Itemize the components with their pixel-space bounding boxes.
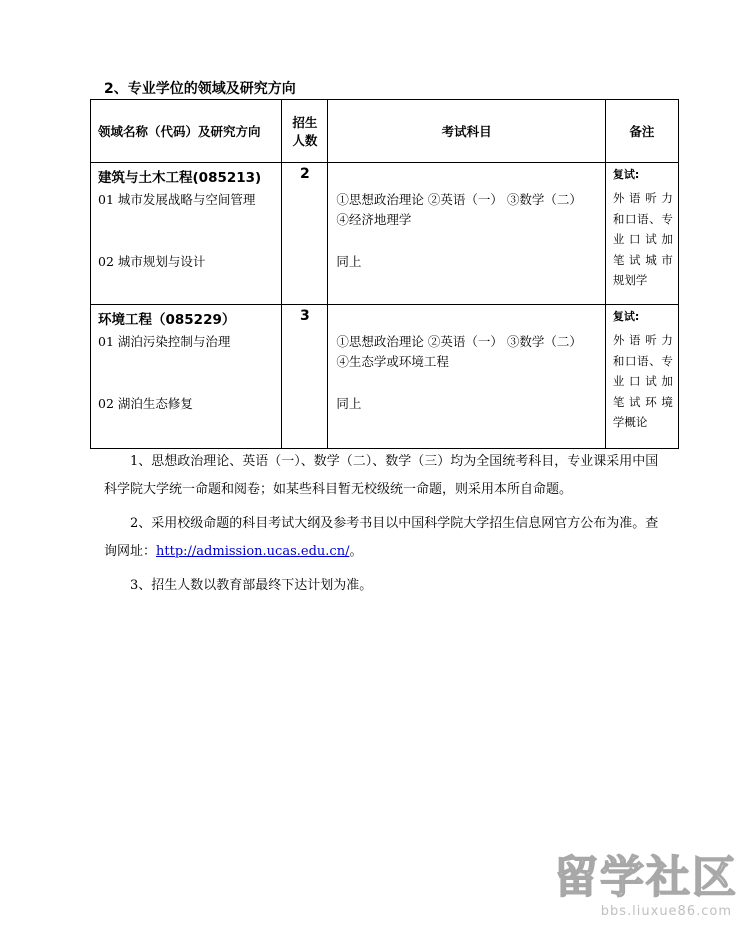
note-paragraph-2-suffix: 。	[349, 544, 363, 559]
note-line: 规划学	[612, 273, 648, 287]
note-line: 学概论	[612, 415, 648, 429]
quota-cell	[282, 163, 328, 305]
field-name: 建筑与土木工程(085213)	[98, 170, 262, 186]
header-quota-line2: 人数	[292, 133, 318, 148]
note-line: 外语听力	[612, 333, 673, 347]
field-cell	[91, 163, 282, 305]
field-cell	[91, 305, 282, 449]
note-line: 外语听力	[612, 191, 673, 205]
note-line: 业口试加	[612, 374, 673, 388]
subjects-line: 同上	[336, 254, 362, 269]
subjects-line: ④生态学或环境工程	[336, 354, 449, 369]
note-title: 复试:	[612, 310, 640, 323]
subjects-line: ①思想政治理论 ②英语（一） ③数学（二）	[336, 334, 582, 349]
direction-label: 02 城市规划与设计	[98, 254, 206, 269]
quota-cell	[282, 305, 328, 449]
header-notes: 备注	[605, 100, 678, 163]
header-subjects: 考试科目	[328, 100, 605, 163]
note-line: 笔试环境	[612, 394, 673, 409]
note-line: 和口语、专	[612, 211, 673, 226]
note-paragraph-1: 1、思想政治理论、英语（一）、数学（二）、数学（三）均为全国统考科目，专业课采用中国科学院大学统一命题和阅卷；如某些科目暂无校级统一命题，则采用本所自命题。	[104, 454, 659, 497]
watermark-logo: 留学社区	[554, 852, 738, 903]
header-quota	[282, 100, 328, 163]
table-row	[91, 163, 679, 305]
note-paragraph-2-text: 2、采用校级命题的科目考试大纲及参考书目以中国科学院大学招生信息网官方公布为准。查询网址：	[104, 516, 659, 559]
table-header-row	[91, 100, 679, 163]
table-row	[91, 305, 679, 449]
subjects-line: ①思想政治理论 ②英语（一） ③数学（二）	[336, 192, 582, 207]
subjects-line: 同上	[336, 396, 362, 411]
program-table	[90, 99, 679, 449]
subjects-line: ④经济地理学	[336, 212, 412, 227]
note-line: 和口语、专	[612, 353, 673, 368]
note-line: 业口试加	[612, 232, 673, 246]
subjects-cell	[328, 163, 605, 305]
note-text	[613, 188, 673, 291]
field-name: 环境工程（085229）	[98, 312, 236, 328]
quota-value: 3	[299, 308, 310, 324]
direction-label: 01 城市发展战略与空间管理	[98, 192, 256, 207]
note-text	[613, 330, 673, 433]
notes-cell	[605, 163, 678, 305]
subjects-cell	[328, 305, 605, 449]
header-field: 领域名称（代码）及研究方向	[91, 100, 282, 163]
direction-label: 02 湖泊生态修复	[98, 396, 193, 411]
header-quota-line1: 招生	[292, 115, 318, 130]
notes-cell	[605, 305, 678, 449]
note-line: 笔试城市	[612, 252, 673, 267]
note-paragraph-3: 3、招生人数以教育部最终下达计划为准。	[130, 578, 373, 593]
direction-label: 01 湖泊污染控制与治理	[98, 334, 231, 349]
watermark-url: bbs.liuxue86.com	[600, 904, 732, 919]
section-heading: 2、专业学位的领域及研究方向	[104, 81, 296, 97]
note-title: 复试:	[612, 168, 640, 181]
admission-link[interactable]: http://admission.ucas.edu.cn/	[156, 544, 350, 559]
quota-value: 2	[299, 166, 310, 182]
note-paragraph-2	[104, 510, 664, 566]
